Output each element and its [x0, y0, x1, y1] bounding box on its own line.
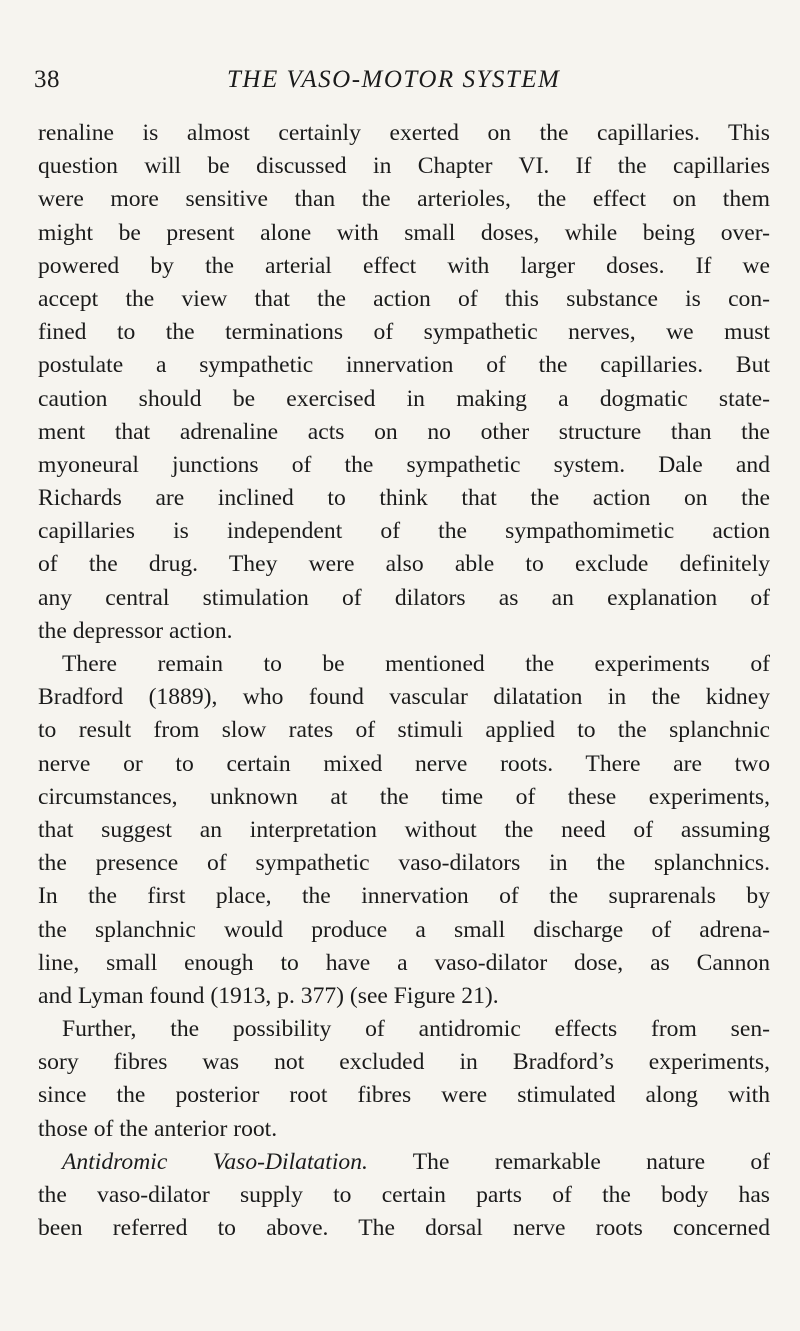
text-line: There remain to be mentioned the experiments of: [62, 651, 770, 677]
text-line: postulate a sympathetic innervation of the capillaries. But: [38, 352, 770, 379]
text-line: capillaries is independent of the sympathomimetic action: [38, 518, 770, 545]
text-line: any central stimulation of dilators as an explanation of: [38, 584, 770, 611]
text-line: might be present alone with small doses, while being over-: [38, 219, 770, 246]
text-line: renaline is almost certainly exerted on the capillaries. This: [38, 120, 770, 146]
text-line: the depressor action.: [38, 617, 233, 644]
page-number: 38: [34, 66, 60, 93]
text-line: those of the anterior root.: [38, 1115, 278, 1142]
text-line: line, small enough to have a vaso-dilator dose, as Cannon: [38, 949, 770, 976]
text-line: since the posterior root fibres were stimulated along with: [38, 1082, 770, 1109]
section-heading-rest: The remarkable nature of: [367, 1148, 770, 1175]
text-line: were more sensitive than the arterioles, the effect on them: [38, 186, 770, 213]
text-line: of the drug. They were also able to exclude definitely: [38, 551, 770, 578]
text-line: myoneural junctions of the sympathetic system. Dale and: [38, 451, 770, 478]
text-line: question will be discussed in Chapter VI. If the capillaries: [38, 153, 770, 180]
text-line: that suggest an interpretation without the need of assuming: [38, 816, 770, 843]
section-heading-line: [38, 1146, 770, 1179]
text-line: Further, the possibility of antidromic effects from sen-: [62, 1016, 770, 1043]
text-line: sory fibres was not excluded in Bradford’s experiments,: [38, 1049, 770, 1076]
text-line: nerve or to certain mixed nerve roots. There are two: [38, 750, 770, 777]
body-text: [38, 117, 770, 1245]
text-line: and Lyman found (1913, p. 377) (see Figure 21).: [38, 982, 499, 1009]
text-line: Bradford (1889), who found vascular dilatation in the kidney: [38, 684, 770, 711]
text-line: In the first place, the innervation of the suprarenals by: [38, 883, 770, 910]
running-head: [34, 66, 774, 106]
text-line: ment that adrenaline acts on no other structure than the: [38, 418, 770, 445]
text-line: to result from slow rates of stimuli applied to the splanchnic: [38, 717, 770, 744]
text-line: powered by the arterial effect with larger doses. If we: [38, 252, 770, 279]
text-line: the presence of sympathetic vaso-dilators in the splanchnics.: [38, 850, 770, 877]
text-line: been referred to above. The dorsal nerve roots concerned: [38, 1215, 770, 1242]
running-title: THE VASO-MOTOR SYSTEM: [227, 66, 561, 93]
section-heading: Antidromic Vaso-Dilatation.: [62, 1148, 368, 1175]
text-line: caution should be exercised in making a dogmatic state-: [38, 385, 770, 412]
text-line: accept the view that the action of this substance is con-: [38, 285, 770, 312]
text-line: circumstances, unknown at the time of these experiments,: [38, 783, 770, 810]
text-line: the vaso-dilator supply to certain parts of the body has: [38, 1182, 770, 1208]
text-line: fined to the terminations of sympathetic nerves, we must: [38, 319, 770, 346]
text-line: Richards are inclined to think that the action on the: [38, 485, 770, 512]
text-line: the splanchnic would produce a small discharge of adrena-: [38, 916, 770, 943]
